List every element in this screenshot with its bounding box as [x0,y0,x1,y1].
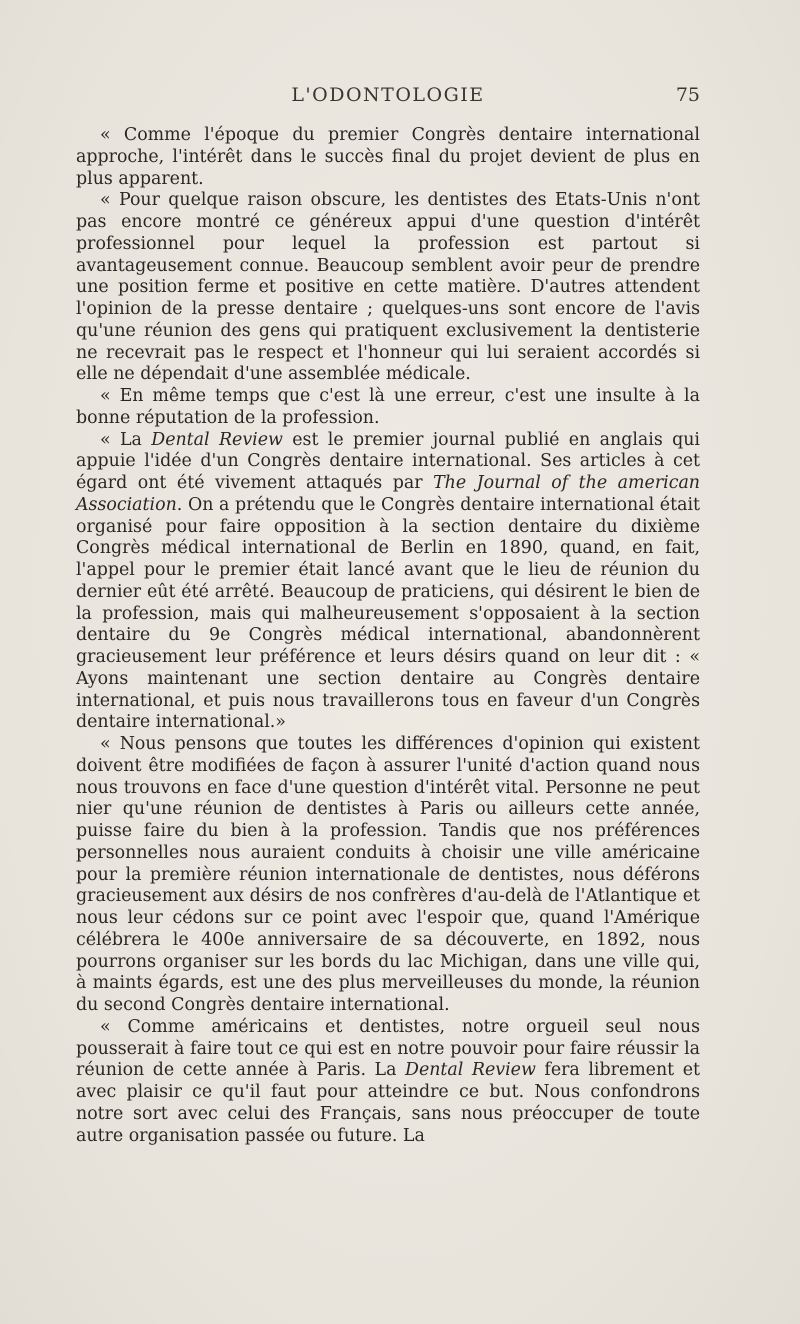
text-run: « En même temps que c'est là une erreur, c'est une insulte à la bonne réputation de la profession. [76,386,700,428]
text-run: « Comme américains et dentistes, notre orgueil seul nous pousserait à faire tout ce qui est en notre pouvoir pour faire réussir la réunion de cette année à Paris. La [76,1016,700,1081]
paragraph-4 [76,430,700,735]
page-number: 75 [675,84,700,106]
text-run: fera librement et avec plaisir ce qu'il faut pour atteindre ce but. Nous confondrons notre sort avec celui des Français, sans nous préoccuper de toute autre organisation passée ou future. La [76,1060,700,1146]
text-run: est le premier journal publié en anglais qui appuie l'idée d'un Congrès dentaire international. Ses articles à cet égard ont été vivement attaqués par [76,429,700,493]
text-run: . On a prétendu que le Congrès dentaire international était organisé pour faire opposition à la section dentaire du dixième Congrès médical international de Berlin en 1890, quand, en fait, l'appel pour le premier était lancé avant que le lieu de réunion du dernier eût été arrêté. Beaucoup de praticiens, qui désirent le bien de la profession, mais qui malheureusement s'opposaient à la section dentaire du 9e Congrès médical international, abandonnèrent gracieusement leur préférence et leurs désirs quand on leur dit : « Ayons maintenant une section dentaire au Congrès dentaire international, et puis nous travaillerons tous en faveur d'un Congrès dentaire international.» [76,494,700,733]
text-run: « Pour quelque raison obscure, les dentistes des Etats-Unis n'ont pas encore montré ce généreux appui d'une question d'intérêt professionnel pour lequel la profession est partout si avantageusement connue. Beaucoup semblent avoir peur de prendre une position ferme et positive en cette matière. D'autres attendent l'opinion de la presse dentaire ; quelques-uns sont encore de l'avis qu'une réunion des gens qui pratiquent exclusivement la dentisterie ne recevrait pas le respect et l'honneur qui lui seraient accordés si elle ne dépendait d'une assemblée médicale. [76,190,700,385]
text-run: « Nous pensons que toutes les différences d'opinion qui existent doivent être modifiées de façon à assurer l'unité d'action quand nous nous trouvons en face d'une question d'intérêt vital. Personne ne peut nier qu'une réunion de dentistes à Paris ou ailleurs cette année, puisse faire du bien à la profession. Tandis que nos préférences personnelles nous auraient conduits à choisir une ville américaine pour la première réunion internationale de dentistes, nous déférons gracieusement aux désirs de nos confrères d'au-delà de l'Atlantique et nous leur cédons sur ce point avec l'espoir que, quand l'Amérique célébrera le 400e anniversaire de sa découverte, en 1892, nous pourrons organiser sur les bords du lac Michigan, dans une ville qui, à maints égards, est une des plus merveilleuses du monde, la réunion du second Congrès dentaire international. [76,734,700,1015]
italic-title: Dental Review [151,429,283,450]
journal-title: L'ODONTOLOGIE [291,84,485,106]
running-header [76,84,700,114]
paragraph-1 [76,125,700,190]
italic-title: The Journal of the american Association [76,473,701,515]
paragraph-5 [76,734,700,1017]
paragraph-3 [76,386,700,430]
italic-title: Dental Review [405,1060,536,1081]
paragraph-2 [76,190,700,386]
body-text [76,125,700,1147]
text-run: « La [100,429,152,450]
paragraph-6 [76,1017,700,1148]
text-run: « Comme l'époque du premier Congrès dentaire international approche, l'intérêt dans le succès final du projet devient de plus en plus apparent. [76,125,700,189]
